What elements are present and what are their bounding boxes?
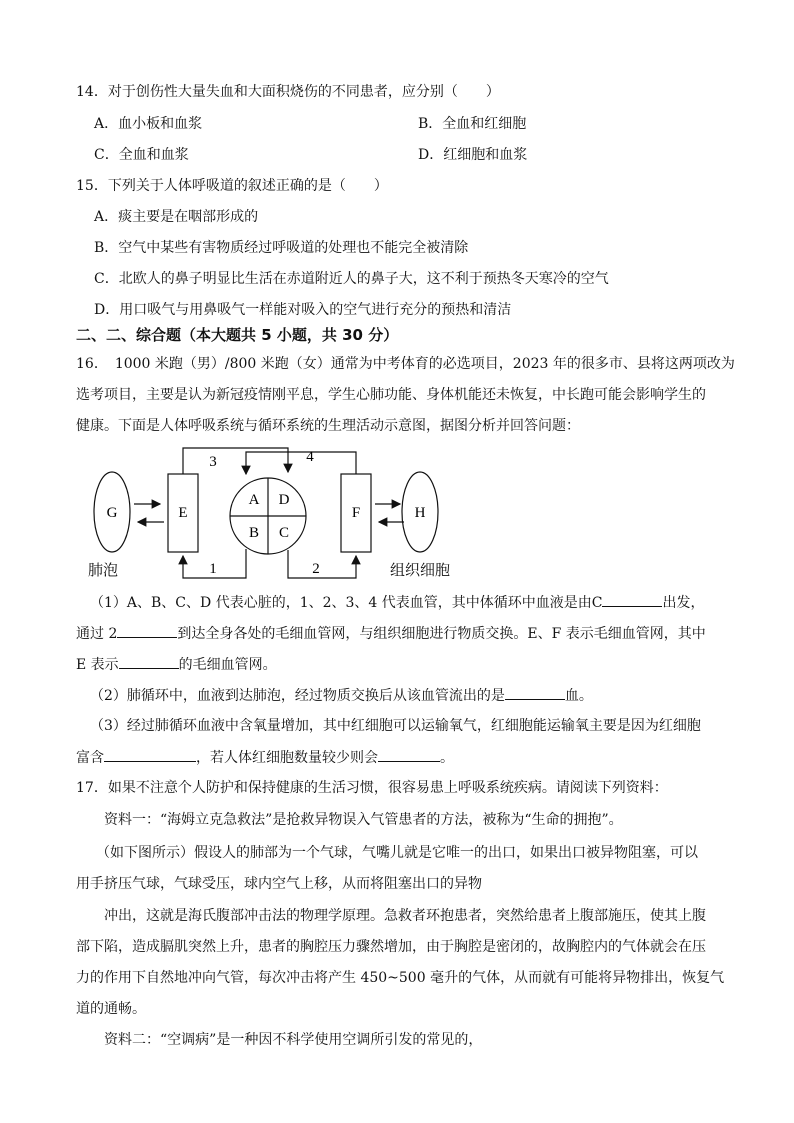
label-d: D [278,492,290,508]
label-h: H [414,505,426,521]
q17-stem: 17．如果不注意个人防护和保持健康的生活习惯，很容易患上呼吸系统疾病。请阅读下列资料： [76,780,668,796]
q16-p3-text-c: ，若人体红细胞数量较少则会 [196,750,378,766]
label-b: B [248,525,260,541]
label-a: A [248,492,260,508]
label-alveolus: 肺泡 [88,561,119,579]
q15-option-b[interactable]: B．空气中某些有害物质经过呼吸道的处理也不能完全被清除 [94,240,469,256]
q16-p3-text-d: 。 [440,750,454,766]
q16-p1-text-b: 出发， [662,595,705,611]
q17-material-3-line2: 部下陷，造成膈肌突然上升，患者的胸腔压力骤然增加，由于胸腔是密闭的，故胸腔内的气体就会在压 [76,939,706,955]
q16-p1-line3 [76,654,277,675]
q17-material-3-line3: 力的作用下自然地冲向气管，每次冲击将产生 450~500 毫升的气体，从而就有可能将异物排出，恢复气 [76,970,725,986]
blank-2[interactable] [117,623,177,638]
q14-stem: 14．对于创伤性大量失血和大面积烧伤的不同患者，应分别（ ） [76,84,500,100]
q16-p1-line2 [76,623,706,644]
q15-option-a[interactable]: A．痰主要是在咽部形成的 [94,209,259,225]
q17-material-4: 资料二：“空调病”是一种因不科学使用空调所引发的常见的， [104,1032,483,1048]
label-e: E [178,505,188,521]
label-1: 1 [209,561,217,577]
q16-p1-line1 [90,592,704,613]
label-2: 2 [312,561,320,577]
q17-material-2-line1: （如下图所示）假设人的肺部为一个气球，气嘴儿就是它唯一的出口，如果出口被异物阻塞，可以 [96,845,698,861]
q16-p1-text-f: 的毛细血管网。 [178,657,277,673]
q16-line-1: 16． 1000 米跑（男）/800 米跑（女）通常为中考体育的必选项目，2023 年的很多市、县将这两项改为 [76,356,735,372]
section-title: 二、二、综合题（本大题共 5 小题，共 30 分） [76,326,399,344]
q15-stem: 15．下列关于人体呼吸道的叙述正确的是（ ） [76,178,388,194]
q16-p2-text-a: （2）肺循环中，血液到达肺泡，经过物质交换后从该血管流出的是 [90,688,505,704]
q16-p2-text-b: 血。 [564,688,593,704]
q14-option-b[interactable]: B．全血和红细胞 [418,116,527,132]
label-g: G [106,505,118,521]
label-4: 4 [306,449,314,465]
q15-option-c[interactable]: C．北欧人的鼻子明显比生活在赤道附近人的鼻子大，这不利于预热冬天寒冷的空气 [94,271,609,287]
blank-1[interactable] [602,592,662,607]
q17-material-2-line2: 用手挤压气球，气球受压，球内空气上移，从而将阻塞出口的异物 [76,876,482,892]
q16-p1-text-a: （1）A、B、C、D 代表心脏的，1、2、3、4 代表血管，其中体循环中血液是由C [90,595,603,611]
label-3: 3 [209,454,217,470]
q16-line-3: 健康。下面是人体呼吸系统与循环系统的生理活动示意图，据图分析并回答问题： [76,418,580,434]
q14-option-c[interactable]: C．全血和血浆 [94,147,189,163]
q15-option-d[interactable]: D．用口吸气与用鼻吸气一样能对吸入的空气进行充分的预热和清洁 [94,302,512,318]
q16-p3-text-b: 富含 [76,750,104,766]
q16-p3-line1: （3）经过肺循环血液中含氧量增加，其中红细胞可以运输氧气，红细胞能运输氧主要是因为红细胞 [90,718,701,734]
q17-material-3-line1: 冲出，这就是海氏腹部冲击法的物理学原理。急救者环抱患者，突然给患者上腹部施压，使其上腹 [104,908,706,924]
label-tissue-cells: 组织细胞 [390,561,451,579]
blank-3[interactable] [119,654,179,669]
q14-option-a[interactable]: A．血小板和血浆 [94,116,203,132]
q14-option-d[interactable]: D．红细胞和血浆 [418,147,528,163]
blank-6[interactable] [378,747,440,762]
q16-p2-line [90,685,593,706]
q17-material-3-line4: 道的通畅。 [76,1001,146,1017]
q16-p1-text-e: E 表示 [76,657,119,673]
label-c: C [278,525,290,541]
q16-p1-text-d: 到达全身各处的毛细血管网，与组织细胞进行物质交换。E、F 表示毛细血管网，其中 [177,626,706,642]
q17-material-1: 资料一：“海姆立克急救法”是抢救异物误入气管患者的方法，被称为“生命的拥抱”。 [104,812,623,828]
q16-p1-text-c: 通过 2 [76,626,118,642]
q16-p3-line2 [76,747,454,768]
blank-4[interactable] [505,685,565,700]
label-f: F [351,505,361,521]
q16-line-2: 选考项目，主要是认为新冠疫情刚平息，学生心肺功能、身体机能还未恢复，中长跑可能会影响学生的 [76,387,706,403]
blank-5[interactable] [104,747,196,762]
